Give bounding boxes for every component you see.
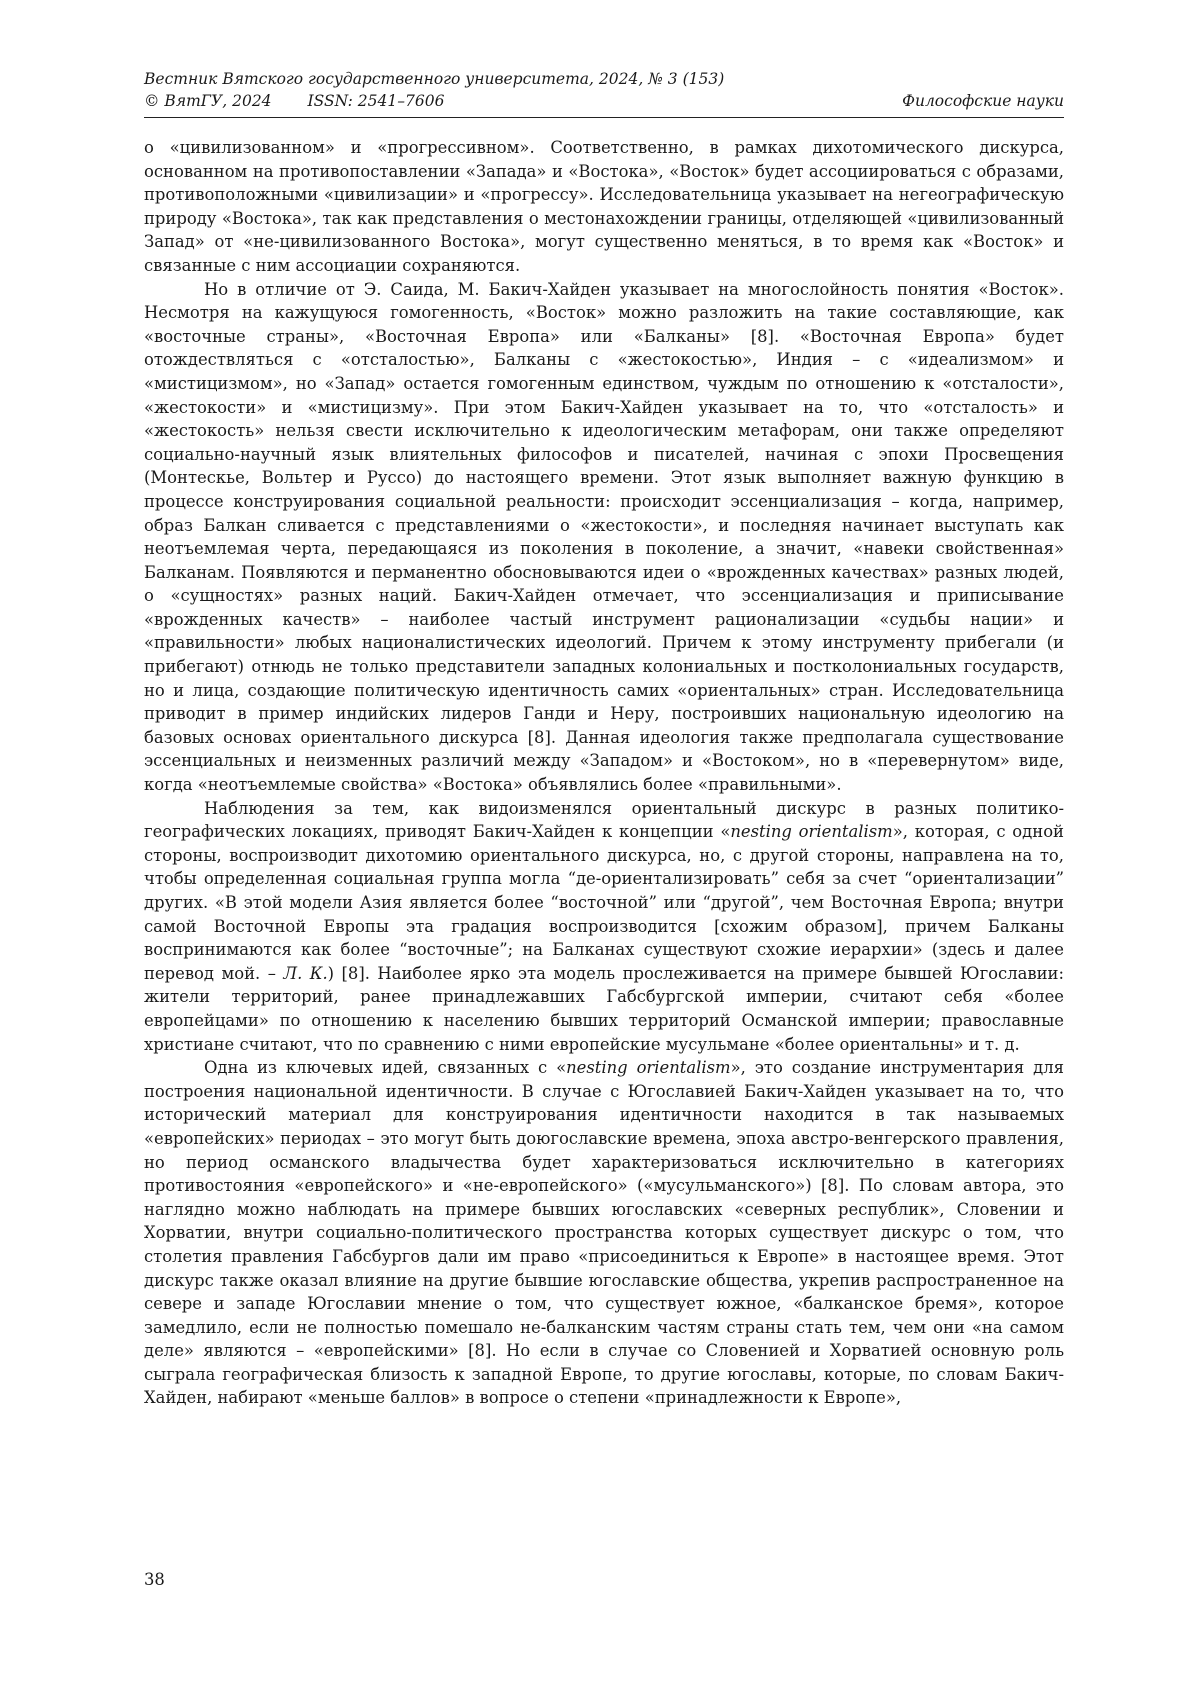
text-segment: ) [8]. Наиболее ярко эта модель прослеживается на примере бывшей Югославии: жители территорий, ранее принадлежавших Габсбургской империи, считают себя «более европейцами» по отношению к населению бывших территорий Османской империи; православные христиане считают, что по сравнению с ними европейские мусульмане «более ориентальны» и т. д.: [144, 964, 1064, 1054]
text-segment: Одна из ключевых идей, связанных с «: [204, 1058, 566, 1077]
paragraph: [144, 797, 1064, 1057]
paragraph: [144, 136, 1064, 278]
paragraph: [144, 278, 1064, 797]
issn-text: ISSN: 2541–7606: [308, 92, 445, 110]
journal-title: Вестник Вятского государственного университета, 2024, № 3 (153): [144, 68, 1064, 90]
italic-term: nesting orientalism: [730, 822, 892, 841]
text-segment: Наблюдения за тем, как видоизменялся ориентальный дискурс в разных политико-географических локациях, приводят Бакич-Хайден к концепции «: [144, 799, 1064, 842]
header-divider: [144, 117, 1064, 118]
text-segment: », которая, с одной стороны, воспроизводит дихотомию ориентального дискурса, но, с другой стороны, направлена на то, чтобы определенная социальная группа могла “де-ориентализировать” себя за счет “ориентализации” других. «В этой модели Азия является более “восточной” или “другой”, чем Восточная Европа; внутри самой Восточной Европы эта градация воспроизводится [схожим образом], причем Балканы воспринимаются как более “восточные”; на Балканах существуют схожие иерархии» (здесь и далее перевод мой. –: [144, 822, 1064, 983]
italic-term: Л. К.: [283, 964, 327, 983]
page-number: 38: [144, 1570, 165, 1589]
section-title: Философские науки: [902, 90, 1064, 112]
text-segment: », это создание инструментария для построения национальной идентичности. В случае с Югославией Бакич-Хайден указывает на то, что исторический материал для конструирования идентичности находится в так называемых «европейских» периодах – это могут быть доюгославские времена, эпоха австро-венгерского правления, но период османского владычества будет характеризоваться исключительно в категориях противостояния «европейского» и «не-европейского» («мусульманского») [8]. По словам автора, это наглядно можно наблюдать на примере бывших югославских «северных республик», Словении и Хорватии, внутри социально-политического пространства которых существует дискурс о том, что столетия правления Габсбургов дали им право «присоединиться к Европе» в настоящее время. Этот дискурс также оказал влияние на другие бывшие югославские общества, укрепив распространенное на севере и западе Югославии мнение о том, что существует южное, «балканское бремя», которое замедлило, если не полностью помешало не-балканским частям страны стать тем, чем они «на самом деле» являются – «европейскими» [8]. Но если в случае со Словенией и Хорватией основную роль сыграла географическая близость к западной Европе, то другие югославы, которые, по словам Бакич-Хайден, набирают «меньше баллов» в вопросе о степени «принадлежности к Европе»,: [144, 1058, 1064, 1407]
copyright-text: © ВятГУ, 2024: [144, 92, 272, 110]
italic-term: nesting orientalism: [566, 1058, 730, 1077]
header-left: [144, 90, 444, 112]
header-meta-row: [144, 90, 1064, 112]
paragraph: [144, 1056, 1064, 1410]
running-header: [144, 68, 1064, 112]
text-segment: о «цивилизованном» и «прогрессивном». Соответственно, в рамках дихотомического дискурса, основанном на противопоставлении «Запада» и «Востока», «Восток» будет ассоциироваться с образами, противоположными «цивилизации» и «прогрессу». Исследовательница указывает на негеографическую природу «Востока», так как представления о местонахождении границы, отделяющей «цивилизованный Запад» от «не-цивилизованного Востока», могут существенно меняться, в то время как «Восток» и связанные с ним ассоциации сохраняются.: [144, 138, 1064, 275]
article-body: [144, 136, 1064, 1410]
text-segment: Но в отличие от Э. Саида, М. Бакич-Хайден указывает на многослойность понятия «Восток». Несмотря на кажущуюся гомогенность, «Восток» можно разложить на такие составляющие, как «восточные страны», «Восточная Европа» или «Балканы» [8]. «Восточная Европа» будет отождествляться с «отсталостью», Балканы с «жестокостью», Индия – с «идеализмом» и «мистицизмом», но «Запад» остается гомогенным единством, чуждым по отношению к «отсталости», «жестокости» и «мистицизму». При этом Бакич-Хайден указывает на то, что «отсталость» и «жестокость» нельзя свести исключительно к идеологическим метафорам, они также определяют социально-научный язык влиятельных философов и писателей, начиная с эпохи Просвещения (Монтескье, Вольтер и Руссо) до настоящего времени. Этот язык выполняет важную функцию в процессе конструирования социальной реальности: происходит эссенциализация – когда, например, образ Балкан сливается с представлениями о «жестокости», и последняя начинает выступать как неотъемлемая черта, передающаяся из поколения в поколение, а значит, «навеки свойственная» Балканам. Появляются и перманентно обосновываются идеи о «врожденных качествах» разных людей, о «сущностях» разных наций. Бакич-Хайден отмечает, что эссенциализация и приписывание «врожденных качеств» – наиболее частый инструмент рационализации «судьбы нации» и «правильности» любых националистических идеологий. Причем к этому инструменту прибегали (и прибегают) отнюдь не только представители западных колониальных и постколониальных государств, но и лица, создающие политическую идентичность самих «ориентальных» стран. Исследовательница приводит в пример индийских лидеров Ганди и Неру, построивших национальную идеологию на базовых основах ориентального дискурса [8]. Данная идеология также предполагала существование эссенциальных и неизменных различий между «Западом» и «Востоком», но в «перевернутом» виде, когда «неотъемлемые свойства» «Востока» объявлялись более «правильными».: [144, 280, 1064, 794]
